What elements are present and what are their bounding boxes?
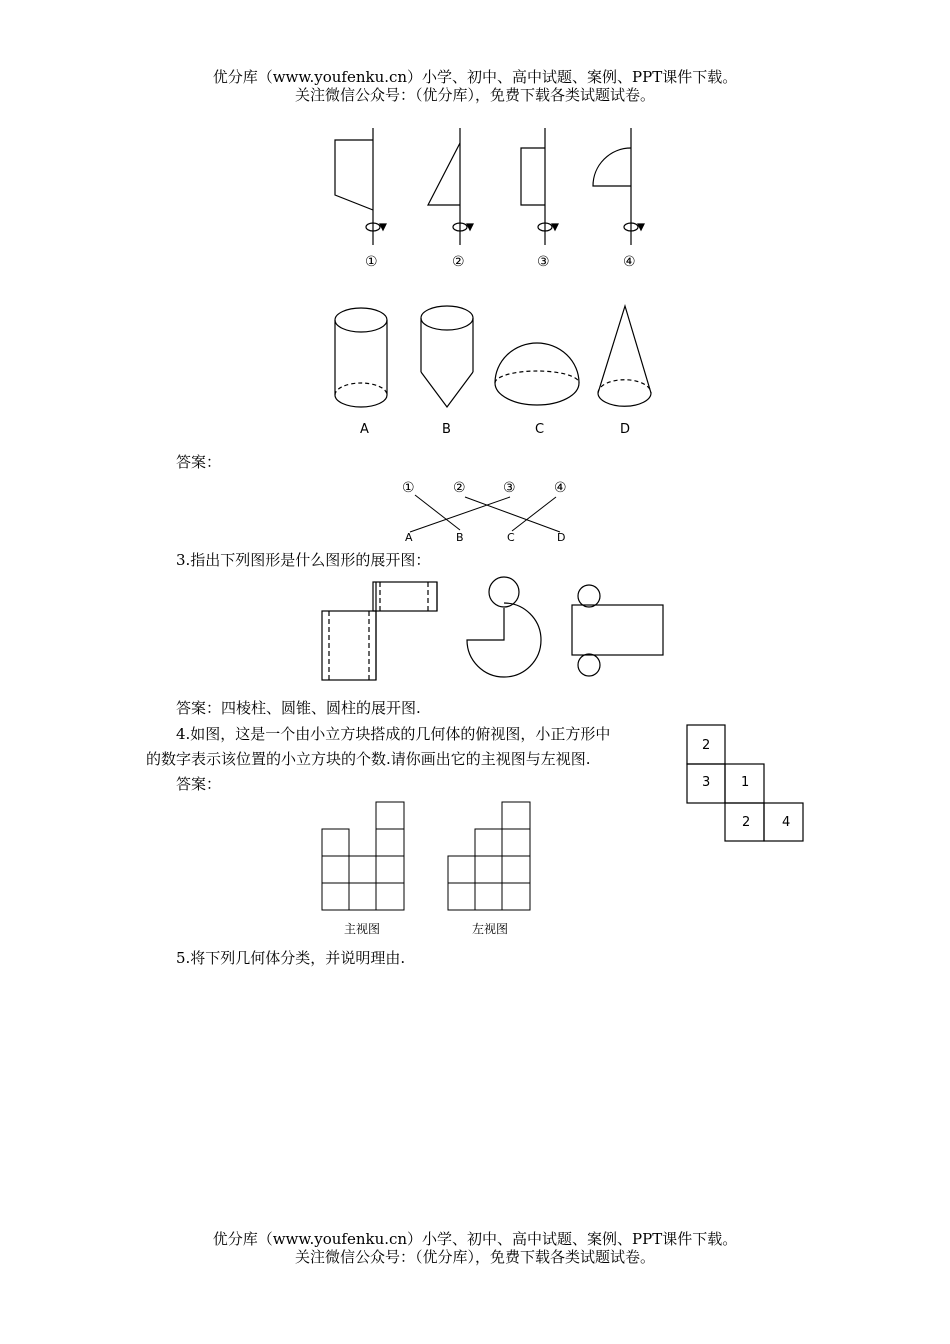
rotation-figure-4 xyxy=(593,128,644,245)
header-line-2: 关注微信公众号：（优分库），免费下载各类试题试卷。 xyxy=(294,86,655,104)
rotation-figure-1 xyxy=(335,128,386,245)
match-bottom-a: A xyxy=(405,531,413,544)
match-top-3: ③ xyxy=(503,480,516,496)
solid-c-hemisphere xyxy=(495,343,579,405)
rotation-figure-3 xyxy=(521,128,558,245)
match-top-4: ④ xyxy=(554,480,567,496)
match-bottom-d: D xyxy=(557,531,566,544)
solid-a-cylinder xyxy=(335,308,387,407)
solid-label-a: A xyxy=(360,422,369,437)
q3-answer: 答案：四棱柱、圆锥、圆柱的展开图. xyxy=(176,699,421,717)
match-bottom-b: B xyxy=(456,531,464,544)
front-view-drawing xyxy=(322,802,404,910)
grid-number-4: 2 xyxy=(742,815,751,830)
grid-number-2: 3 xyxy=(702,775,711,790)
rotation-figure-2 xyxy=(428,128,473,245)
match-top-1: ① xyxy=(402,480,415,496)
match-bottom-c: C xyxy=(507,531,515,544)
matching-lines xyxy=(410,495,560,532)
q4-answer-label: 答案： xyxy=(176,775,222,793)
q4-question-line-2: 的数字表示该位置的小立方块的个数.请你画出它的主视图与左视图. xyxy=(146,750,591,768)
solid-d-cone xyxy=(598,306,651,406)
rotation-label-3: ③ xyxy=(537,254,550,270)
rotation-label-4: ④ xyxy=(623,254,636,270)
footer-line-1: 优分库（www.youfenku.cn）小学、初中、高中试题、案例、PPT课件下载。 xyxy=(212,1230,738,1248)
q5-question: 5.将下列几何体分类，并说明理由. xyxy=(176,949,406,967)
net-cylinder xyxy=(572,585,663,676)
left-view-drawing xyxy=(448,802,530,910)
q4-question-line-1: 4.如图，这是一个由小立方块搭成的几何体的俯视图，小正方形中 xyxy=(176,725,611,743)
left-view-caption: 左视图 xyxy=(472,922,509,936)
footer-line-2: 关注微信公众号：（优分库），免费下载各类试题试卷。 xyxy=(294,1248,655,1266)
solid-label-d: D xyxy=(620,422,631,437)
solid-label-b: B xyxy=(442,422,451,437)
rotation-label-1: ① xyxy=(365,254,378,270)
grid-number-5: 4 xyxy=(782,815,791,830)
net-quadrangular-prism xyxy=(322,582,437,680)
front-view-caption: 主视图 xyxy=(344,922,381,936)
q2-answer-label: 答案： xyxy=(176,453,222,471)
solid-b-cylinder-cone xyxy=(421,306,473,407)
header-line-1: 优分库（www.youfenku.cn）小学、初中、高中试题、案例、PPT课件下载。 xyxy=(212,68,738,86)
grid-number-1: 2 xyxy=(702,738,711,753)
solid-label-c: C xyxy=(535,422,545,437)
net-cone xyxy=(467,577,541,677)
q3-question: 3.指出下列图形是什么图形的展开图： xyxy=(176,551,431,569)
rotation-label-2: ② xyxy=(452,254,465,270)
match-top-2: ② xyxy=(453,480,466,496)
grid-number-3: 1 xyxy=(741,775,750,790)
